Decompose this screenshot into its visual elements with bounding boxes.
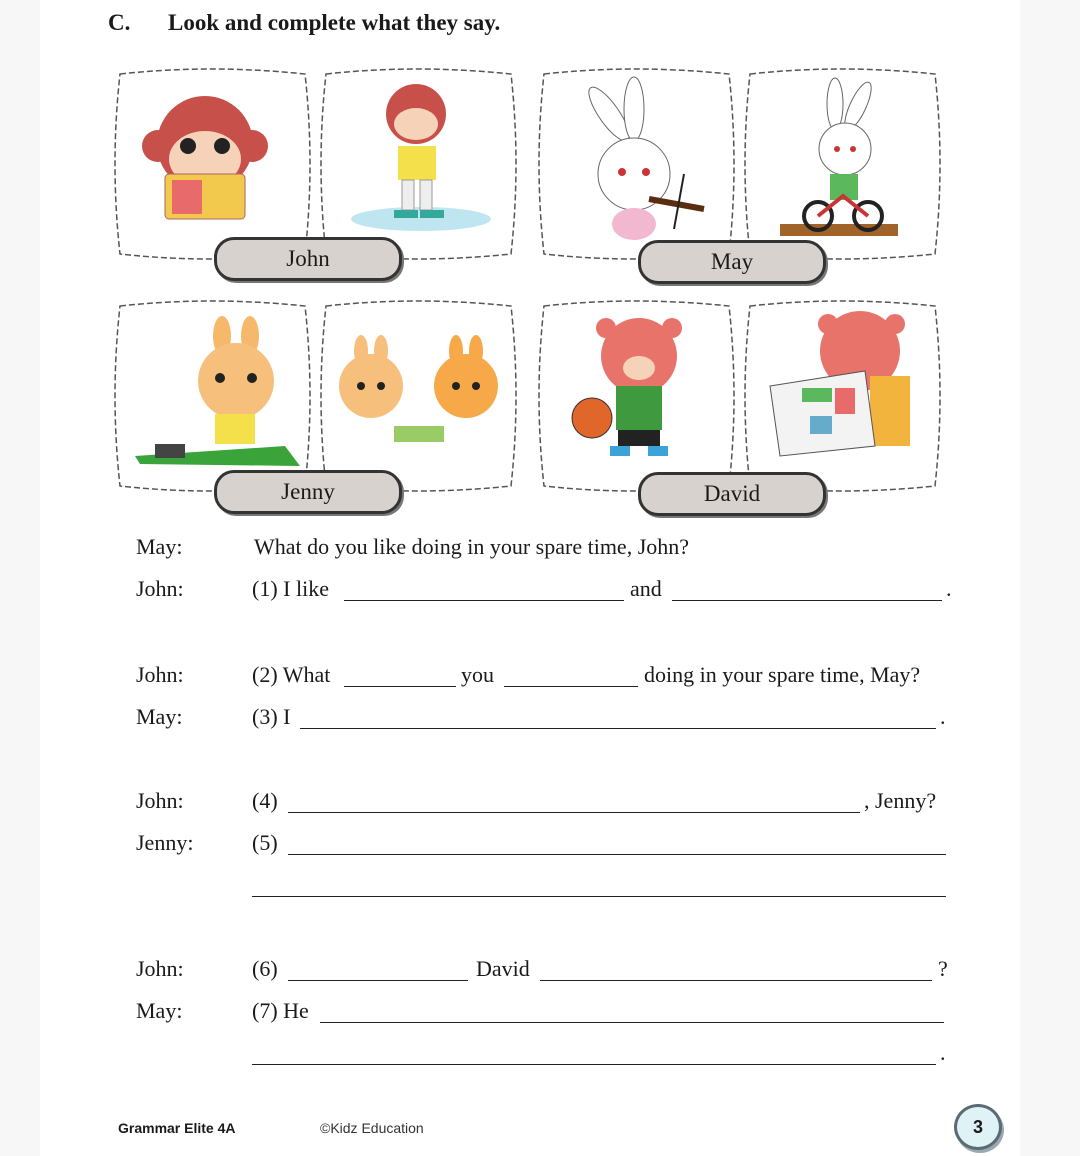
prompt-text: (7) He — [252, 998, 309, 1023]
prompt-text: (6) — [252, 956, 278, 981]
answer-blank-6a[interactable] — [288, 980, 468, 981]
answer-blank-2a[interactable] — [344, 686, 456, 687]
section-title: Look and complete what they say. — [168, 10, 501, 35]
page-number-badge: 3 — [954, 1104, 1002, 1150]
picture-john-reading — [110, 64, 315, 264]
dialogue-line-2 — [0, 656, 1080, 696]
answer-blank-3[interactable] — [300, 728, 936, 729]
question-mark: ? — [938, 956, 948, 981]
dialogue-line-1 — [0, 570, 1080, 610]
answer-blank-7a[interactable] — [320, 1022, 944, 1023]
period-mark: . — [946, 576, 952, 601]
answer-blank-4[interactable] — [288, 812, 860, 813]
dialogue-line-5 — [0, 824, 1080, 864]
picture-david-newspaper — [740, 296, 945, 496]
connector-text: you — [461, 662, 494, 687]
name-tag-david: David — [638, 472, 826, 516]
connector-text: and — [630, 576, 662, 601]
speaker-label: John: — [136, 788, 184, 813]
prompt-text: (2) What — [252, 662, 331, 687]
prompt-text: (3) I — [252, 704, 291, 729]
period-mark: . — [940, 1040, 946, 1065]
speaker-label: John: — [136, 662, 184, 687]
answer-blank-5b[interactable] — [252, 896, 946, 897]
dialogue-line-4 — [0, 782, 1080, 822]
picture-may-cycling — [740, 64, 945, 264]
connector-text: David — [476, 956, 530, 981]
speaker-label: May: — [136, 704, 183, 729]
answer-blank-5a[interactable] — [288, 854, 946, 855]
name-tag-may: May — [638, 240, 826, 284]
answer-blank-7b[interactable] — [252, 1064, 936, 1065]
picture-may-violin — [534, 64, 739, 264]
picture-jenny-cards — [110, 296, 315, 496]
footer-copyright: ©Kidz Education — [320, 1120, 424, 1136]
name-tag-jenny: Jenny — [214, 470, 402, 514]
picture-david-basketball — [534, 296, 739, 496]
answer-blank-1b[interactable] — [672, 600, 942, 601]
answer-blank-2b[interactable] — [504, 686, 638, 687]
footer-book-title: Grammar Elite 4A — [118, 1120, 236, 1136]
period-mark: . — [940, 704, 946, 729]
picture-john-skating — [316, 64, 521, 264]
name-tag-john: John — [214, 237, 402, 281]
prompt-tail-text: doing in your spare time, May? — [644, 662, 921, 687]
prompt-text: (5) — [252, 830, 278, 855]
speaker-label: John: — [136, 956, 184, 981]
dialogue-line-may-question — [0, 528, 1080, 568]
prompt-text: (1) I like — [252, 576, 329, 601]
dialogue-line-3 — [0, 698, 1080, 738]
prompt-tail-text: , Jenny? — [864, 788, 937, 813]
question-text: What do you like doing in your spare time, John? — [254, 534, 690, 559]
speaker-label: John: — [136, 576, 184, 601]
answer-blank-6b[interactable] — [540, 980, 932, 981]
dialogue-line-7 — [0, 992, 1080, 1065]
speaker-label: May: — [136, 998, 183, 1023]
picture-jenny-playing — [316, 296, 521, 496]
answer-blank-1a[interactable] — [344, 600, 624, 601]
prompt-text: (4) — [252, 788, 278, 813]
speaker-label: May: — [136, 534, 183, 559]
section-letter: C. — [108, 10, 131, 35]
speaker-label: Jenny: — [136, 830, 194, 855]
dialogue-line-6 — [0, 950, 1080, 990]
